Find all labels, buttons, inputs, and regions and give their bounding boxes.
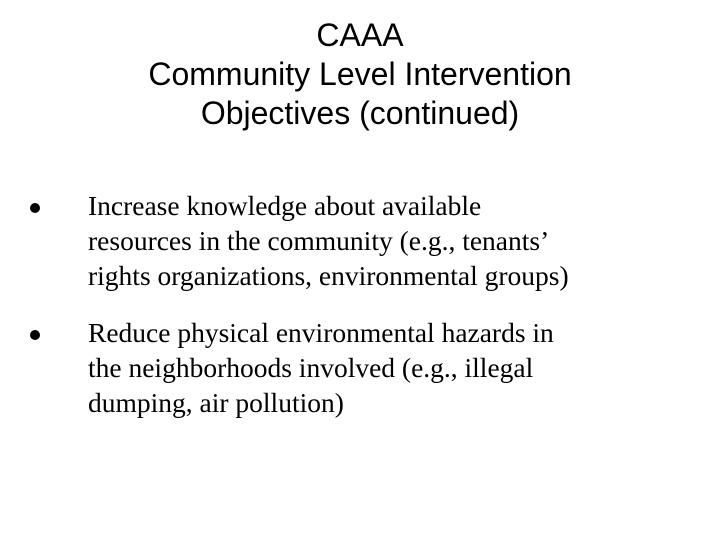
bullet-list (30, 188, 690, 442)
bullet-dot-icon (30, 203, 40, 213)
title-line-3: Objectives (continued) (200, 95, 520, 131)
bullet-item-hazards (30, 315, 690, 420)
bullet-item-knowledge (30, 188, 690, 293)
slide-title (60, 16, 660, 133)
bullet-text: Increase knowledge about available resources in the community (e.g., tenants’ rights organizations, environmental groups) (88, 190, 569, 291)
bullet-text: Reduce physical environmental hazards in the neighborhoods involved (e.g., illegal dumping, air pollution) (88, 317, 554, 418)
title-line-2: Community Level Intervention (148, 56, 572, 92)
title-line-1: CAAA (316, 17, 404, 53)
bullet-dot-icon (30, 330, 40, 340)
